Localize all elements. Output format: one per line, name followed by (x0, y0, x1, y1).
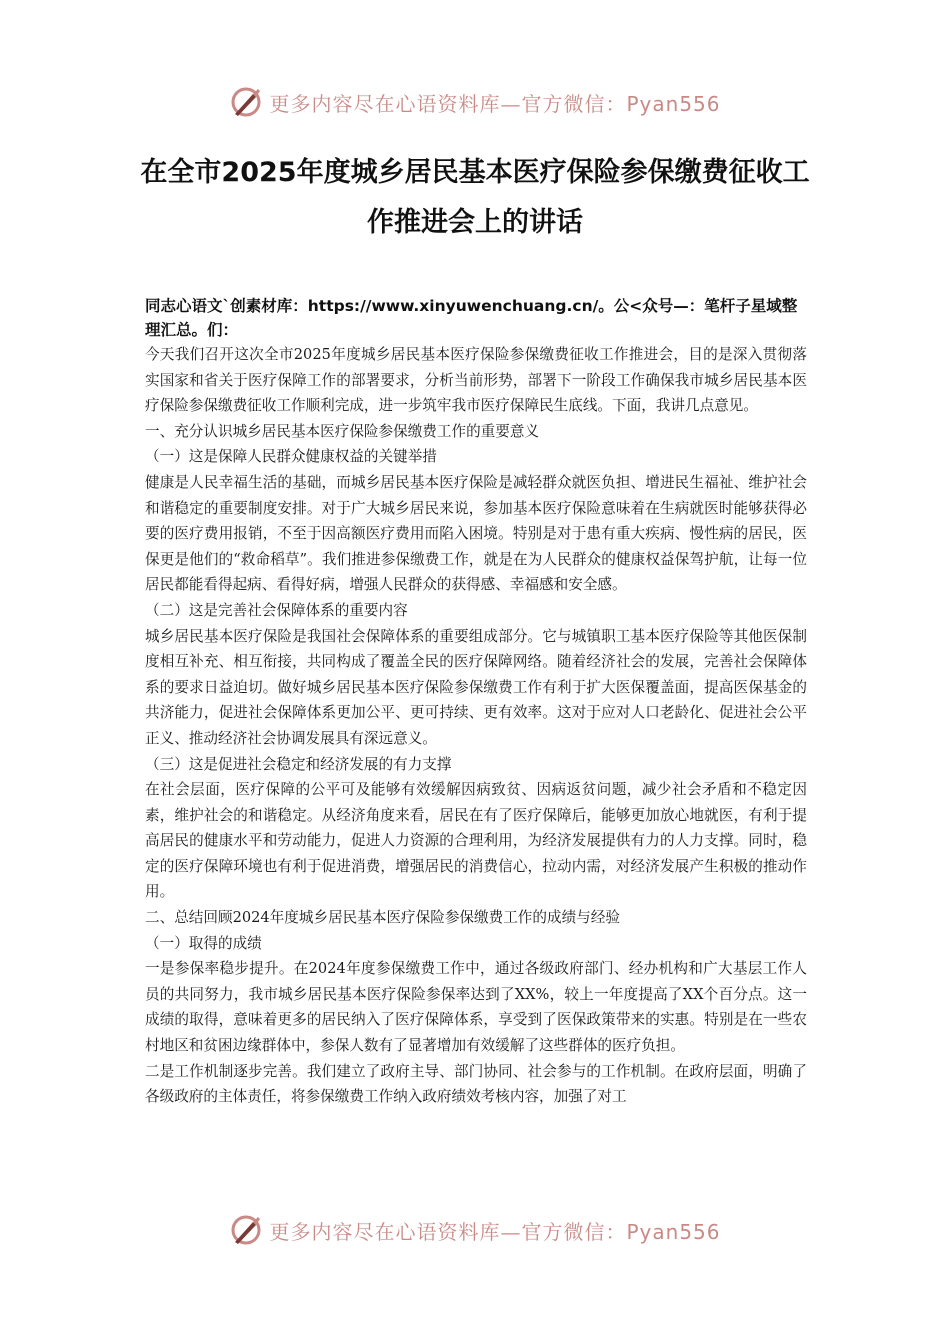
section-heading: 二、总结回顾2024年度城乡居民基本医疗保险参保缴费工作的成绩与经验 (145, 909, 620, 927)
body-paragraph: 健康是人民幸福生活的基础，而城乡居民基本医疗保险是减轻群众就医负担、增进民生福祉、维护社会和谐稳定的重要制度安排。对于广大城乡居民来说，参加基本医疗保险意味着在生病就医时能够获得必要的医疗费用报销，不至于因高额医疗费用而陷入困境。特别是对于患有重大疾病、慢性病的居民，医保更是他们的“救命稻草”。我们推进参保缴费工作，就是在为人民群众的健康权益保驾护航，让每一位居民都能看得起病、看得好病，增强人民群众的获得感、幸福感和安全感。 (145, 473, 807, 594)
header-banner (0, 82, 950, 122)
footer-banner (0, 1210, 950, 1250)
body-paragraph: 在社会层面，医疗保障的公平可及能够有效缓解因病致贫、因病返贫问题，减少社会矛盾和不稳定因素，维护社会的和谐稳定。从经济角度来看，居民在有了医疗保障后，能够更加放心地就医，有利于提高居民的健康水平和劳动能力，促进人力资源的合理利用，为经济发展提供有力的人力支撑。同时，稳定的医疗保障环境也有利于促进消费，增强居民的消费信心，拉动内需，对经济发展产生积极的推动作用。 (145, 781, 807, 901)
banner-text: 更多内容尽在心语资料库—官方微信：Pyan556 (269, 1219, 721, 1244)
body-paragraph: 城乡居民基本医疗保险是我国社会保障体系的重要组成部分。它与城镇职工基本医疗保险等其他医保制度相互补充、相互衔接，共同构成了覆盖全民的医疗保障网络。随着经济社会的发展，完善社会保障体系的要求日益迫切。做好城乡居民基本医疗保险参保缴费工作有利于扩大医保覆盖面，提高医保基金的共济能力，促进社会保障体系更加公平、更可持续、更有效率。这对于应对人口老龄化、促进社会公平正义、推动经济社会协调发展具有深远意义。 (145, 627, 807, 747)
section-heading: （二）这是完善社会保障体系的重要内容 (145, 601, 408, 619)
section-heading: （三）这是促进社会稳定和经济发展的有力支撑 (145, 755, 452, 773)
document-body (145, 294, 807, 1110)
banner-text: 更多内容尽在心语资料库—官方微信：Pyan556 (269, 91, 721, 116)
section-heading: （一）取得的成绩 (145, 934, 262, 952)
wechat-id: Pyan556 (626, 91, 721, 116)
brush-logo-icon (229, 85, 263, 119)
body-paragraph: 一是参保率稳步提升。在2024年度参保缴费工作中，通过各级政府部门、经办机构和广大基层工作人员的共同努力，我市城乡居民基本医疗保险参保率达到了XX%，较上一年度提高了XX个百分点。这一成绩的取得，意味着更多的居民纳入了医疗保障体系，享受到了医保政策带来的实惠。特别是在一些农村地区和贫困边缘群体中，参保人数有了显著增加有效缓解了这些群体的医疗负担。 (145, 960, 807, 1055)
brush-logo-icon (229, 1213, 263, 1247)
source-note: 同志心语文`创素材库：https://www.xinyuwenchuang.cn/。公<众号—：笔杆子星域整理汇总。们： (145, 297, 798, 339)
section-heading: 一、充分认识城乡居民基本医疗保险参保缴费工作的重要意义 (145, 422, 540, 440)
section-heading: （一）这是保障人民群众健康权益的关键举措 (145, 448, 437, 466)
body-paragraph: 今天我们召开这次全市2025年度城乡居民基本医疗保险参保缴费征收工作推进会，目的是深入贯彻落实国家和省关于医疗保障工作的部署要求，分析当前形势，部署下一阶段工作确保我市城乡居民基本医疗保险参保缴费征收工作顺利完成，进一步筑牢我市医疗保障民生底线。下面，我讲几点意见。 (145, 346, 807, 415)
paragraph-list (145, 342, 807, 1110)
body-paragraph: 二是工作机制逐步完善。我们建立了政府主导、部门协同、社会参与的工作机制。在政府层面，明确了各级政府的主体责任，将参保缴费工作纳入政府绩效考核内容，加强了对工 (145, 1062, 807, 1106)
page-title: 在全市2025年度城乡居民基本医疗保险参保缴费征收工作推进会上的讲话 (140, 157, 810, 238)
wechat-id: Pyan556 (626, 1219, 721, 1244)
